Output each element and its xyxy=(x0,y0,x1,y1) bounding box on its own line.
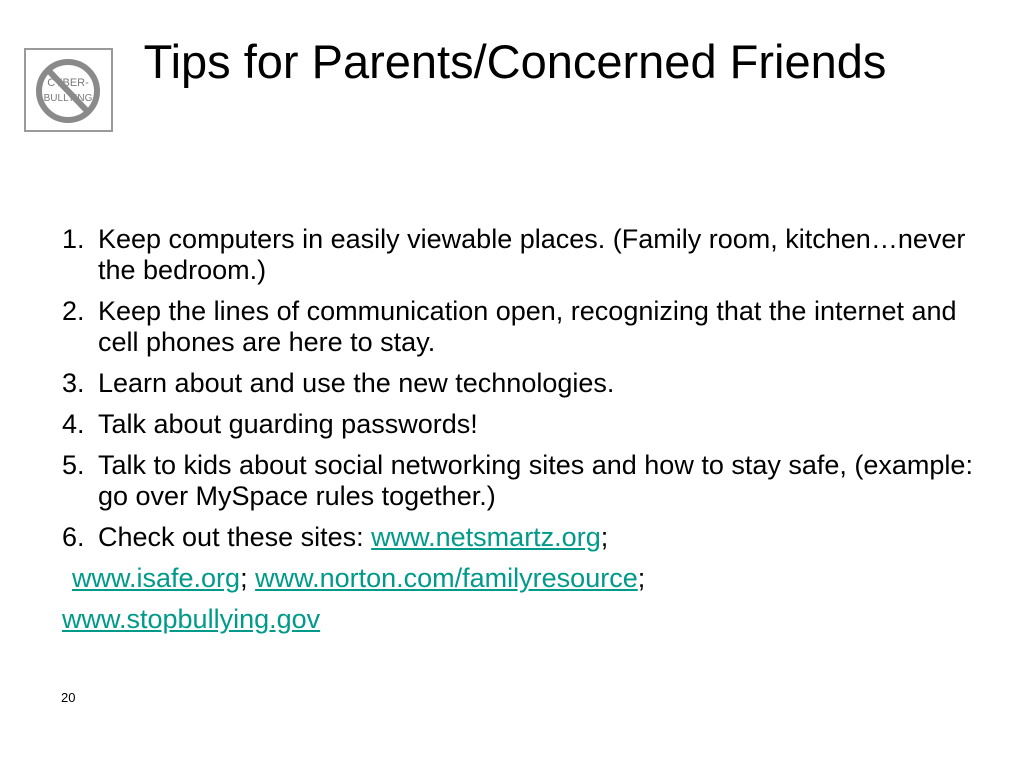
item-text: Keep the lines of communication open, recognizing that the internet and cell phones are here to stay. xyxy=(98,296,957,357)
links-row xyxy=(62,563,982,594)
links-row xyxy=(62,604,982,635)
page-number: 20 xyxy=(61,690,76,705)
slide-title: Tips for Parents/Concerned Friends xyxy=(143,35,887,88)
separator: ; xyxy=(240,563,256,593)
isafe-link[interactable]: www.isafe.org xyxy=(72,563,241,593)
item-number: 4. xyxy=(62,409,85,439)
list-item-sites xyxy=(62,522,982,553)
item-text: Talk about guarding passwords! xyxy=(98,409,478,439)
list-item xyxy=(62,450,982,512)
separator: ; xyxy=(600,522,609,552)
item-text: Check out these sites: xyxy=(98,522,372,552)
list-item xyxy=(62,368,982,399)
netsmartz-link[interactable]: www.netsmartz.org xyxy=(371,522,601,552)
item-text: Keep computers in easily viewable places. (Family room, kitchen…never the bedroom.) xyxy=(98,224,966,285)
item-text: Talk to kids about social networking sites and how to stay safe, (example: go over MySpace rules together.) xyxy=(98,450,973,511)
no-cyberbullying-logo xyxy=(24,48,113,132)
item-text: Learn about and use the new technologies. xyxy=(98,368,615,398)
list-item xyxy=(62,296,982,358)
norton-familyresource-link[interactable]: www.norton.com/familyresource xyxy=(255,563,638,593)
item-number: 5. xyxy=(62,450,85,480)
item-number: 1. xyxy=(62,224,85,254)
list-item xyxy=(62,224,982,286)
svg-text:BULLYING: BULLYING xyxy=(43,93,93,104)
separator: ; xyxy=(637,563,646,593)
item-number: 6. xyxy=(62,522,85,552)
svg-text:CYBER-: CYBER- xyxy=(47,77,89,89)
tips-list xyxy=(62,224,982,645)
stopbullying-link[interactable]: www.stopbullying.gov xyxy=(62,604,321,634)
item-number: 3. xyxy=(62,368,85,398)
list-item xyxy=(62,409,982,440)
item-number: 2. xyxy=(62,296,85,326)
